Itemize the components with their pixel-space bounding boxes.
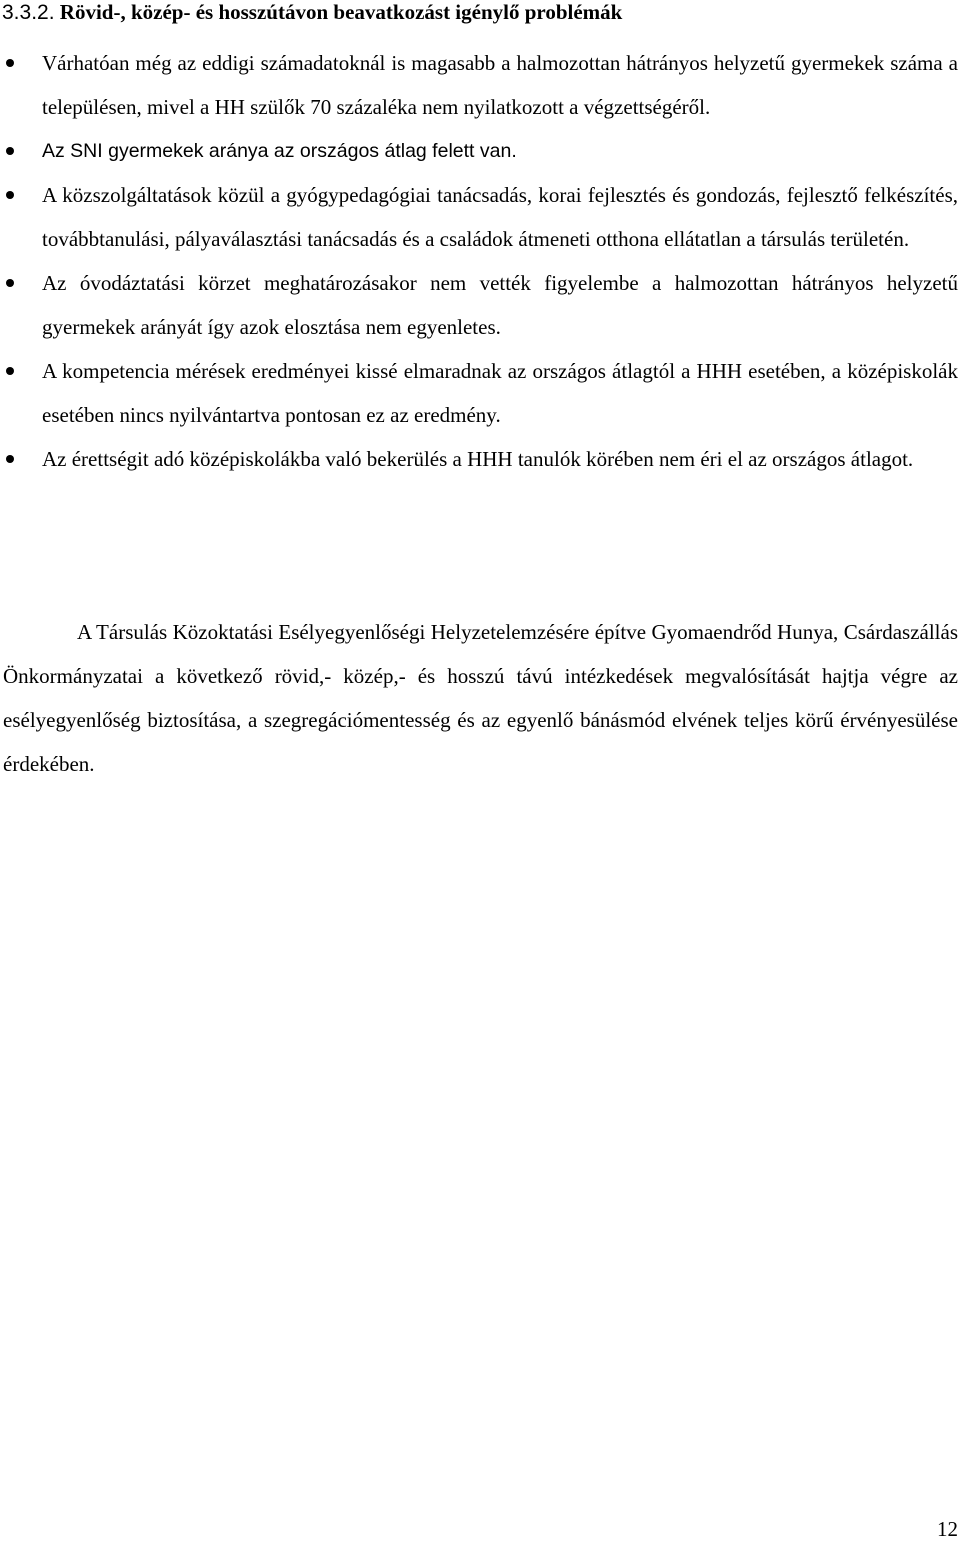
- list-item-text: Várhatóan még az eddigi számadatoknál is magasabb a halmozottan hátrányos helyzetű gyermekek száma a településen, mivel a HH szülők 70 százaléka nem nyilatkozott a végzettségéről.: [42, 51, 958, 119]
- list-item-text: Az érettségit adó középiskolákba való bekerülés a HHH tanulók körében nem éri el az országos átlagot.: [42, 447, 914, 471]
- list-item: [0, 173, 960, 261]
- list-item: [0, 261, 960, 349]
- bullet-icon: [6, 59, 14, 67]
- list-item-text: Az SNI gyermekek aránya az országos átlag felett van.: [42, 140, 517, 162]
- list-item: [0, 41, 960, 129]
- list-item-text: A közszolgáltatások közül a gyógypedagógiai tanácsadás, korai fejlesztés és gondozás, fejlesztő felkészítés, továbbtanulási, pályaválasztási tanácsadás és a családok átmeneti otthona ellátatlan a társulás területén.: [42, 183, 958, 251]
- problem-list: [0, 41, 960, 481]
- list-item: [0, 129, 960, 173]
- body-paragraph: A Társulás Közoktatási Esélyegyenlőségi Helyzetelemzésére építve Gyomaendrőd Hunya, Csárdaszállás Önkormányzatai a következő rövid,- közép,- és hosszú távú intézkedések megvalósítását hajtja végre az esélyegyenlőség biztosítása, a szegregációmentesség és az egyenlő bánásmód elvének teljes körű érvényesülése érdekében.: [3, 620, 958, 776]
- bullet-icon: [6, 279, 14, 287]
- list-item-text: Az óvodáztatási körzet meghatározásakor nem vették figyelembe a halmozottan hátrányos helyzetű gyermekek arányát így azok elosztása nem egyenletes.: [42, 271, 958, 339]
- list-item: [0, 437, 960, 481]
- bullet-icon: [6, 455, 14, 463]
- bullet-icon: [6, 367, 14, 375]
- list-item: [0, 349, 960, 437]
- bullet-icon: [6, 147, 14, 155]
- page-number: 12: [937, 1517, 958, 1541]
- section-title: Rövid-, közép- és hosszútávon beavatkozást igénylő problémák: [59, 0, 623, 24]
- bullet-icon: [6, 191, 14, 199]
- section-number: 3.3.2.: [2, 1, 55, 24]
- section-heading: [2, 0, 952, 25]
- list-item-text: A kompetencia mérések eredményei kissé elmaradnak az országos átlagtól a HHH esetében, a középiskolák esetében nincs nyilvántartva pontosan ez az eredmény.: [42, 359, 958, 427]
